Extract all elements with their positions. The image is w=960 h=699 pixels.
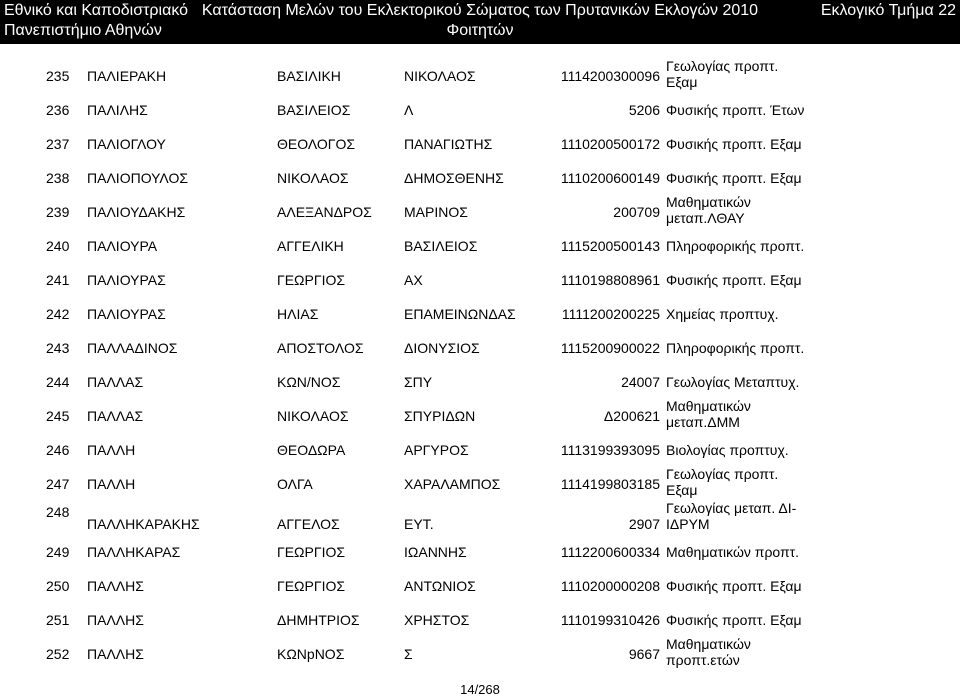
- department-cell: Γεωλογίας μεταπ. ΔΙ- ΙΔΡΥΜ: [666, 500, 797, 532]
- surname-cell: ΠΑΛΛΑΣ: [87, 408, 144, 424]
- row-number: 240: [46, 238, 70, 254]
- student-id-cell: 24007: [621, 374, 660, 390]
- surname-cell: ΠΑΛΙΕΡΑΚΗ: [87, 68, 167, 84]
- table-row: [0, 574, 960, 598]
- department-cell: Μαθηματικών προπτ.ετών: [666, 636, 751, 668]
- first-name-cell: ΑΠΟΣΤΟΛΟΣ: [277, 340, 364, 356]
- student-id-cell: 1114200300096: [560, 68, 660, 84]
- department-cell: Πληροφορικής προπτ.: [666, 340, 805, 356]
- first-name-cell: ΝΙΚΟΛΑΟΣ: [277, 170, 349, 186]
- surname-cell: ΠΑΛΙΛΗΣ: [87, 102, 148, 118]
- first-name-cell: ΗΛΙΑΣ: [277, 306, 319, 322]
- father-name-cell: ΝΙΚΟΛΑΟΣ: [404, 68, 476, 84]
- student-id-cell: 1110200500172: [560, 136, 660, 152]
- student-id-cell: 1113199393095: [560, 442, 660, 458]
- father-name-cell: ΕΠΑΜΕΙΝΩΝΔΑΣ: [404, 306, 516, 322]
- department-cell: Φυσικής προπτ. Έτων: [666, 102, 805, 118]
- university-name-line2: Πανεπιστήμιο Αθηνών: [4, 22, 162, 39]
- department-cell: Γεωλογίας Μεταπτυχ.: [666, 374, 800, 390]
- student-id-cell: 1110199310426: [560, 612, 660, 628]
- first-name-cell: ΚΩΝpΝΟΣ: [277, 646, 345, 662]
- row-number: 236: [46, 102, 70, 118]
- first-name-cell: ΑΓΓΕΛΙΚΗ: [277, 238, 344, 254]
- first-name-cell: ΘΕΟΔΩΡΑ: [277, 442, 346, 458]
- row-number: 238: [46, 170, 70, 186]
- table-row: [0, 608, 960, 632]
- surname-cell: ΠΑΛΛΗΣ: [87, 646, 144, 662]
- student-id-cell: 1112200600334: [560, 544, 660, 560]
- surname-cell: ΠΑΛΛΗΚΑΡΑΣ: [87, 544, 181, 560]
- table-row: [0, 398, 960, 430]
- first-name-cell: ΝΙΚΟΛΑΟΣ: [277, 408, 349, 424]
- document-subtitle: Φοιτητών: [446, 22, 514, 39]
- student-id-cell: Δ200621: [603, 408, 660, 424]
- student-id-cell: 1115200500143: [560, 238, 660, 254]
- row-number: 243: [46, 340, 70, 356]
- first-name-cell: ΑΓΓΕΛΟΣ: [277, 516, 340, 532]
- department-cell: Φυσικής προπτ. Εξαμ: [666, 170, 802, 186]
- row-number: 235: [46, 68, 70, 84]
- father-name-cell: ΣΠΥ: [404, 374, 433, 390]
- student-id-cell: 5206: [628, 102, 660, 118]
- father-name-cell: Λ: [404, 102, 414, 118]
- table-row: [0, 194, 960, 226]
- department-cell: Πληροφορικής προπτ.: [666, 238, 805, 254]
- page-header: [0, 0, 960, 44]
- table-row: [0, 540, 960, 564]
- surname-cell: ΠΑΛΛΗ: [87, 476, 136, 492]
- document-title: Κατάσταση Μελών του Εκλεκτορικού Σώματος των Πρυτανικών Εκλογών 2010: [201, 2, 759, 19]
- first-name-cell: ΘΕΟΛΟΓΟΣ: [277, 136, 356, 152]
- student-id-cell: 1115200900022: [560, 340, 660, 356]
- row-number: 245: [46, 408, 70, 424]
- student-id-cell: 200709: [613, 204, 660, 220]
- row-number: 247: [46, 476, 70, 492]
- department-cell: Φυσικής προπτ. Εξαμ: [666, 578, 802, 594]
- first-name-cell: ΒΑΣΙΛΕΙΟΣ: [277, 102, 351, 118]
- department-cell: Γεωλογίας προπτ. Εξαμ: [666, 466, 779, 498]
- surname-cell: ΠΑΛΛΗΣ: [87, 578, 144, 594]
- row-number: 237: [46, 136, 70, 152]
- table-row: [0, 500, 960, 532]
- row-number: 246: [46, 442, 70, 458]
- father-name-cell: ΜΑΡΙΝΟΣ: [404, 204, 468, 220]
- row-number: 241: [46, 272, 70, 288]
- father-name-cell: ΑΧ: [404, 272, 423, 288]
- father-name-cell: ΔΙΟΝΥΣΙΟΣ: [404, 340, 480, 356]
- father-name-cell: ΙΩΑΝΝΗΣ: [404, 544, 467, 560]
- first-name-cell: ΑΛΕΞΑΝΔΡΟΣ: [277, 204, 372, 220]
- table-row: [0, 336, 960, 360]
- department-cell: Φυσικής προπτ. Εξαμ: [666, 136, 802, 152]
- surname-cell: ΠΑΛΙΟΥΡΑ: [87, 238, 158, 254]
- table-row: [0, 166, 960, 190]
- father-name-cell: ΑΡΓΥΡΟΣ: [404, 442, 469, 458]
- table-row: [0, 58, 960, 90]
- father-name-cell: ΔΗΜΟΣΘΕΝΗΣ: [404, 170, 504, 186]
- father-name-cell: ΧΑΡΑΛΑΜΠΟΣ: [404, 476, 501, 492]
- student-id-cell: 1114199803185: [560, 476, 660, 492]
- student-id-cell: 1111200200225: [561, 306, 660, 322]
- department-cell: Γεωλογίας προπτ. Εξαμ: [666, 58, 779, 90]
- first-name-cell: ΒΑΣΙΛΙΚΗ: [277, 68, 341, 84]
- first-name-cell: ΓΕΩΡΓΙΟΣ: [277, 272, 345, 288]
- first-name-cell: ΟΛΓΑ: [277, 476, 313, 492]
- department-cell: Μαθηματικών μεταπ.ΛΘΑΥ: [666, 194, 751, 226]
- table-row: [0, 466, 960, 498]
- surname-cell: ΠΑΛΛΑΔΙΝΟΣ: [87, 340, 178, 356]
- department-cell: Χημείας προπτυχ.: [666, 306, 779, 322]
- first-name-cell: ΔΗΜΗΤΡΙΟΣ: [277, 612, 360, 628]
- department-cell: Βιολογίας προπτυχ.: [666, 442, 789, 458]
- father-name-cell: ΧΡΗΣΤΟΣ: [404, 612, 470, 628]
- row-number: 244: [46, 374, 70, 390]
- university-name-line1: Εθνικό και Καποδιστριακό: [4, 2, 189, 19]
- table-row: [0, 268, 960, 292]
- table-row: [0, 636, 960, 668]
- father-name-cell: ΕΥΤ.: [404, 516, 434, 532]
- page-number: 14/268: [460, 682, 500, 697]
- surname-cell: ΠΑΛΛΗΣ: [87, 612, 144, 628]
- student-id-cell: 2907: [628, 516, 660, 532]
- table-row: [0, 234, 960, 258]
- table-row: [0, 302, 960, 326]
- row-number: 250: [46, 578, 70, 594]
- surname-cell: ΠΑΛΛΗΚΑΡΑΚΗΣ: [87, 516, 200, 532]
- department-cell: Φυσικής προπτ. Εξαμ: [666, 272, 802, 288]
- surname-cell: ΠΑΛΛΑΣ: [87, 374, 144, 390]
- student-id-cell: 1110200600149: [560, 170, 660, 186]
- electoral-section: Εκλογικό Τμήμα 22: [820, 2, 956, 19]
- student-id-cell: 1110198808961: [560, 272, 660, 288]
- table-row: [0, 370, 960, 394]
- department-cell: Μαθηματικών μεταπ.ΔΜΜ: [666, 398, 751, 430]
- first-name-cell: ΚΩΝ/ΝΟΣ: [277, 374, 341, 390]
- first-name-cell: ΓΕΩΡΓΙΟΣ: [277, 578, 345, 594]
- table-row: [0, 98, 960, 122]
- row-number: 239: [46, 204, 70, 220]
- table-row: [0, 132, 960, 156]
- surname-cell: ΠΑΛΙΟΥΡΑΣ: [87, 272, 166, 288]
- row-number: 249: [46, 544, 70, 560]
- row-number: 248: [46, 504, 70, 520]
- father-name-cell: ΠΑΝΑΓΙΩΤΗΣ: [404, 136, 493, 152]
- student-id-cell: 1110200000208: [560, 578, 660, 594]
- department-cell: Μαθηματικών προπτ.: [666, 544, 800, 560]
- table-row: [0, 438, 960, 462]
- surname-cell: ΠΑΛΛΗ: [87, 442, 136, 458]
- surname-cell: ΠΑΛΙΟΠΟΥΛΟΣ: [87, 170, 189, 186]
- department-cell: Φυσικής προπτ. Εξαμ: [666, 612, 802, 628]
- surname-cell: ΠΑΛΙΟΓΛΟΥ: [87, 136, 166, 152]
- row-number: 242: [46, 306, 70, 322]
- row-number: 251: [46, 612, 70, 628]
- father-name-cell: ΑΝΤΩΝΙΟΣ: [404, 578, 476, 594]
- father-name-cell: ΣΠΥΡΙΔΩΝ: [404, 408, 476, 424]
- surname-cell: ΠΑΛΙΟΥΔΑΚΗΣ: [87, 204, 186, 220]
- student-id-cell: 9667: [628, 646, 660, 662]
- father-name-cell: ΒΑΣΙΛΕΙΟΣ: [404, 238, 478, 254]
- father-name-cell: Σ: [404, 646, 413, 662]
- row-number: 252: [46, 646, 70, 662]
- surname-cell: ΠΑΛΙΟΥΡΑΣ: [87, 306, 166, 322]
- first-name-cell: ΓΕΩΡΓΙΟΣ: [277, 544, 345, 560]
